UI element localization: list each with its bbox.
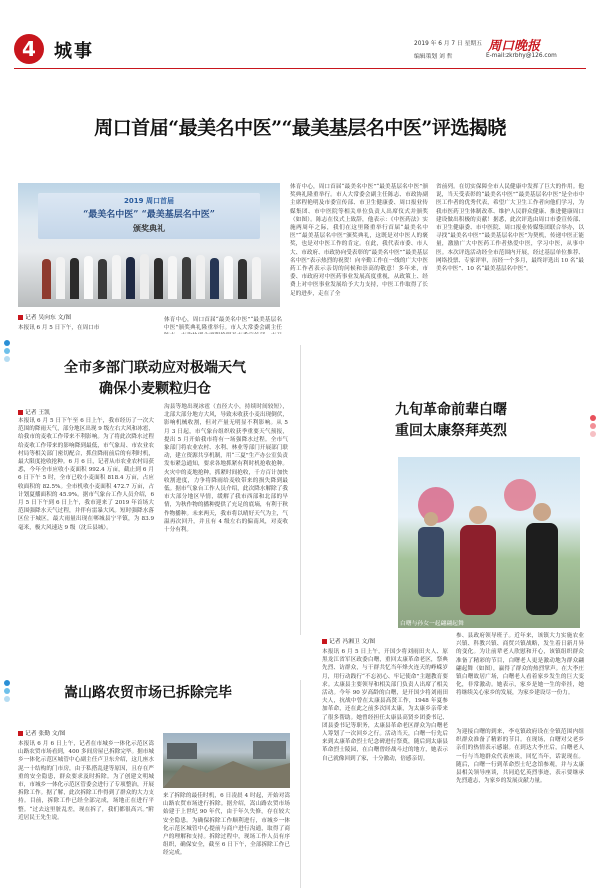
person-figure xyxy=(70,258,79,299)
person-figure xyxy=(224,256,233,299)
article3-headline xyxy=(320,400,582,442)
fan-icon xyxy=(504,479,536,511)
rubble-illustration xyxy=(163,733,290,788)
article-body: 本报讯 6 月 5 日下午至 6 日上午，我市经历了一次大范围的降雨天气，部分地区出现 9 级左右大风和冰雹，给我市的麦收工作带来不利影响。为了将此次降水过程给麦收工作带来的影响降到最低，市气象局、市农业农村局等相关部门密切配合，抓住降雨前后的有利时机，最大限度抢收抢种。6 月 6 日，记者从市农业农村局获悉，今年全市应收小麦面积 992.4 万亩，截止到 6 月 6 日下午 5 时，全市已收小麦面积 818.4 万亩，占应收面积的 82.5%。全市机收小麦面积 472.7 万亩，占计划夏播面积的 45.9%。据市气象台工作人员介绍，6 月 5 日下午到 6 日上午，我市迎来了 2019 年首场大范围强降水天气过程，并伴有雷暴大风。短时强降水落区位于城区，最大雨量出现在郸城县宁平镇，为 83.9 毫米，极大风速达 9 级（沈丘县城）。 xyxy=(18,418,154,531)
article-body: 本报讯 6 月 5 日下午，在周口市 xyxy=(18,325,100,331)
person-figure xyxy=(168,256,177,299)
person-head xyxy=(469,506,487,524)
market-demolition-photo xyxy=(163,733,290,788)
dancing-photo xyxy=(398,457,580,628)
article2-credit: 记者 王凯 xyxy=(18,407,50,416)
banner-line-3: 颁奖典礼 xyxy=(133,224,165,233)
article3-credit: 记者 冯湘卫 文/图 xyxy=(322,636,375,645)
issue-date: 2019 年 6 月 7 日 星期五 xyxy=(414,41,482,47)
headline-line-2: 重回太康祭拜英烈 xyxy=(395,423,507,439)
ceremony-banner xyxy=(38,193,260,239)
person-figure xyxy=(140,254,149,299)
article-body: 参、县政府领导班子。近年来，该镇大力实施农业兴镇、科教兴镇、商贸兴镇战略，发生着日新月异的变化。为让前辈老人欣慰和开心，该镇组织群众准备了精彩的节目，白曙老人更是激动地为群众翩翩起舞（如图），赢得了群众的热烈掌声。在大李庄镇白曙故居广场，白曙老人看着家乡发生的巨大变化，非常激动。她表示，家乡是她一生的牵挂，她将继续关心家乡的发展，为家乡建设尽一份力。 xyxy=(456,633,584,697)
article-body: 来了拆除的最佳时机，6 日凌晨 4 时起，开始对嵩山路农贸市场进行拆除。据介绍，嵩山路农贸市场始建于上世纪 90 年代，由于年久失修，存在较大安全隐患。为确保拆除工作顺利进行，市城乡一体化示范区城管中心提前与商户进行沟通，取得了商户的理解和支持。拆除过程中，现场工作人员有序组织，确保安全，截至 6 日下午，全部拆除工作已经完成。 xyxy=(163,793,290,857)
photo-caption: 白曙与孙女一起翩翩起舞 xyxy=(400,621,464,627)
banner-line-2: “最美名中医” “最美基层名中医” xyxy=(83,210,215,220)
newspaper-logo: 周口晚报 xyxy=(488,39,541,54)
headline-line-1: 九旬革命前辈白曙 xyxy=(395,402,507,418)
person-figure xyxy=(196,255,205,299)
decorative-dots xyxy=(4,340,10,364)
column-divider xyxy=(300,345,301,635)
person-head xyxy=(533,503,551,521)
person-figure xyxy=(252,257,261,299)
person-figure xyxy=(126,257,135,299)
decorative-dots xyxy=(4,680,10,704)
article4-headline: 嵩山路农贸市场已拆除完毕 xyxy=(64,685,232,701)
contact-email: E-mail:zkrbhy@126.com xyxy=(486,53,557,59)
column-divider xyxy=(300,680,301,888)
person-figure xyxy=(154,258,163,299)
article4-credit: 记者 张勤 文/图 xyxy=(18,728,65,737)
article-body: 为迎接白曙的到来，李屯镇政府设在全镇范围内组织群众准备了精彩的节目。在现场，白曙对父老乡亲们的热情表示感谢。在到达大李庄后，白曙老人一行与当地群众代表座谈，回忆当年，话说现在。随后，白曙一行到革命烈士纪念馆参观，并与太康县相关领导座谈，共同追忆英烈事迹，表示要继承先烈遗志，为家乡的发展贡献力量。 xyxy=(456,729,584,785)
person-figure xyxy=(526,523,558,615)
section-title: 城事 xyxy=(54,41,94,62)
person-figure xyxy=(182,257,191,299)
person-figure xyxy=(418,527,444,597)
person-figure xyxy=(98,259,107,299)
article-body: 本报讯 6 月 5 日上午，开国少将刘雨田夫人、原黑龙江省军区政委白曙，重回太康革命老区，祭典先烈、访群众，与干群共忆当年烽火连天的峥嵘岁月，用行动践行“不忘初心、牢记使命”主题教育要求。太康县主要领导和相关部门负责人出席了相关活动。今年 90 岁高龄的白曙，是开国少将刘雨田夫人，抗战中曾在太康县高贤工作，1948 年夏参加革命，还在此之前多次回太康，为太康乡亲带来了很多帮助。她曾经担任太康县高贤乡团委书记、团县委书记等职务，太康县革命老区群众为白曙老人筹划了一次回乡之行。活动当天，白曙一行先后来到太康革命烈士纪念碑进行祭奠，随后到太康县革命烈士陵园，在白曙曾经战斗过的地方，她表示自己就像回到了家，十分激动，倍感亲切。 xyxy=(322,649,448,762)
person-head xyxy=(424,512,438,526)
article-body: 体育中心，周口首届“最美名中医”“最美基层名中医”颁奖典礼隆重举行。市人大常委会副主任陈志、市政协副主席程艳明及市委宣传部、市卫生健康委、周口报业传媒集团、市中医院等相关单位负责人出席仪式并颁奖（如图）。陈志在仪式上致辞，他表示：《中医药法》实施两周年之际，我们在这里隆重举行首届“最美名中医”“最美基层名中医”颁奖典礼，这既是对中医人的褒奖，也是对中医工作的肯定。在此，我代表市委、市人大、市政府、市政协向受表彰的“最美名中医”“最美基层名中医”表示热烈的祝贺！向辛勤工作在一线的广大中医药工作者表示亲切的问候和崇高的敬意！多年来，市委、市政府对中医药事业发展高度重视，从政策上、经费上对中医事业发展给予大力支持，中医工作取得了长足的进步，走在了全 xyxy=(290,184,428,297)
headline-line-2: 确保小麦颗粒归仓 xyxy=(99,381,211,397)
headline-line-1: 全市多部门联动应对极端天气 xyxy=(64,360,246,376)
article-body: 体育中心，周口首届“最美名中医”“最美基层名中医”颁奖典礼隆重举行。市人大常委会副主任 xyxy=(164,317,282,332)
award-ceremony-photo xyxy=(18,183,280,307)
rubble-pile xyxy=(163,761,290,788)
article2-headline xyxy=(24,358,286,400)
person-figure xyxy=(112,255,121,299)
building-remains xyxy=(167,743,197,759)
article-body: 沟县等地出现冰雹（直径大小，持续时间较短），北部大部分地方大风，导致未收获小麦出现倒伏，影响机械收割，但对产量无明显不利影响。从 5 月 3 日起，市气象台组织收获季重要天气预报，提出 5 月开始我市将有一场强降水过程。全市气象部门将农业农村、水利、林业等部门开展部门联动，建立资源共享机制，用“三夏”生产办公室负责发布紧急通知，要求各地抓紧有利时机抢收抢种。火灾中的麦地抢种，抓紧时间抢收，千方百计加快收割进度，力争将降雨给麦收带来的损失降到最低。据市气象台工作人员介绍，此次降水解除了我市大部分地区旱情，缓解了我市西部和北部的旱情，为秋作物的播种提供了充足的底墒，有利于秋作物播种。未来两天，我市将以晴好天气为主，气温再次回升，并且有 4 级左右的偏南风，对麦收十分有利。 xyxy=(164,404,288,534)
person-figure xyxy=(460,525,496,615)
photo-credit: 记者 吴向东 文/图 xyxy=(18,312,71,321)
person-figure xyxy=(56,257,65,299)
decorative-dots xyxy=(590,415,596,439)
person-figure xyxy=(84,256,93,299)
article-body: 本报讯 6 月 6 日上午，记者在市城乡一体化示范区嵩山路农贸市场看到，400 多间房屋已拆除完毕。据市城乡一体化示范区城管中心副主任卢卫东介绍，这几座水泥一十结构的门市房，由于私搭乱建等原因，且存在严重的安全隐患，群众要求及时拆除。为了创建文明城市，市城乡一体化示范区管委会进行了专项整治，开展拆除工作。据了解，此次拆除工作得到了群众的大力支持。目前，拆除工作已经全部完成，场地正在进行平整。“过去这里脏乱差，现在拆了，我们都很高兴。”附近居民王先生说。 xyxy=(18,741,154,821)
person-figure xyxy=(42,259,51,299)
editor-line: 编辑策划 刘 哲 xyxy=(414,54,453,60)
page-number-badge: 4 xyxy=(14,34,44,64)
person-figure xyxy=(238,259,247,299)
main-headline: 周口首届“最美名中医”“最美基层名中医”评选揭晓 xyxy=(94,117,506,139)
building-remains xyxy=(253,741,286,759)
masthead-rule xyxy=(14,68,586,69)
dancing-scene-illustration xyxy=(398,457,580,628)
person-figure xyxy=(210,258,219,299)
article-body: 省前列。在切实保障全市人民健康中发挥了巨大的作用。他说，当天受表彰的“最美名中医”“最美基层名中医”是全市中医工作者的优秀代表，希望广大卫生工作者向他们学习，为我市医药卫生体制改革、维护人民群众健康、推进健康周口建设做出积极的贡献！据悉，此次评选由周口市委宣传部、市卫生健康委、市中医院、周口报业传媒集团联合举办，以寻找“最美名中医”“最美基层名中医”为契机，传递中医正能量，激励广大中医药工作者热爱中医，学习中医，从事中医。本次评选活动经全市范围内开展，经过基层单位推荐、网络投票、专家评审，历经一个多月，最终评选出 10 名“最美名中医”、10 名“最美基层名中医”。 xyxy=(436,184,584,273)
banner-line-1: 2019 周口首届 xyxy=(124,197,174,205)
